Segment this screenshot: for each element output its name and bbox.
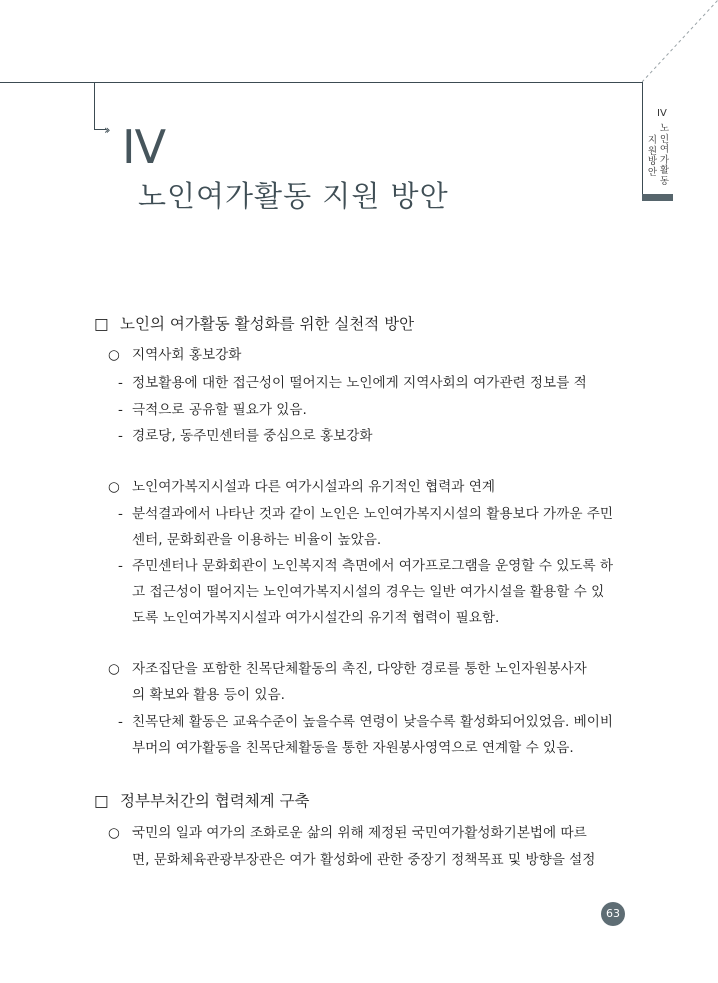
dash-bullet: - xyxy=(118,428,123,444)
side-tab-bar xyxy=(642,194,673,201)
dash-bullet: - xyxy=(118,714,123,730)
side-tab-numeral: IV xyxy=(657,108,667,119)
circle-bullet: ○ xyxy=(108,479,120,495)
dash-bullet: - xyxy=(118,375,123,391)
dash-text: 주민센터나 문화회관이 노인복지적 측면에서 여가프로그램을 운영할 수 있도록 하 xyxy=(132,558,614,574)
bullet-text: 국민의 일과 여가의 조화로운 삶의 위해 제정된 국민여가활성화기본법에 따르 xyxy=(132,825,587,841)
chapter-rule-vertical xyxy=(94,82,95,130)
bullet-text: 지역사회 홍보강화 xyxy=(132,347,242,363)
section-bullet: □ xyxy=(94,315,109,333)
page-number-badge: 63 xyxy=(601,902,625,926)
dash-text: 분석결과에서 나타난 것과 같이 노인은 노인여가복지시설의 활용보다 가까운 주민 xyxy=(132,506,614,522)
side-tab-title-col1: 노인여가활동 xyxy=(659,123,670,187)
dash-text-continued: 센터, 문화회관을 이용하는 비율이 높았음. xyxy=(132,532,382,548)
section-heading: 정부부처간의 협력체계 구축 xyxy=(120,792,310,810)
dash-text: 정보활용에 대한 접근성이 떨어지는 노인에게 지역사회의 여가관련 정보를 적 xyxy=(132,375,587,391)
double-chevron-icon: ›› xyxy=(104,123,108,137)
corner-diagonal-decoration xyxy=(642,0,718,82)
dash-text: 경로당, 동주민센터를 중심으로 홍보강화 xyxy=(132,428,373,444)
dash-bullet: - xyxy=(118,402,123,418)
circle-bullet: ○ xyxy=(108,661,120,677)
bullet-text-continued: 면, 문화체육관광부장관은 여가 활성화에 관한 중장기 정책목표 및 방향을 설정 xyxy=(132,852,596,868)
dash-text-continued: 도록 노인여가복지시설과 여가시설간의 유기적 협력이 필요함. xyxy=(132,610,500,626)
dash-bullet: - xyxy=(118,558,123,574)
chapter-title: 노인여가활동 지원 방안 xyxy=(138,179,449,213)
section-bullet: □ xyxy=(94,792,109,810)
dash-text: 친목단체 활동은 교육수준이 높을수록 연령이 낮을수록 활성화되어있었음. 베이비 xyxy=(132,714,614,730)
side-tab-rule xyxy=(642,82,643,200)
dash-text-continued: 부머의 여가활동을 친목단체활동을 통한 자원봉사영역으로 연계할 수 있음. xyxy=(132,740,574,756)
dash-bullet: - xyxy=(118,506,123,522)
circle-bullet: ○ xyxy=(108,347,120,363)
dash-text: 극적으로 공유할 필요가 있음. xyxy=(132,402,307,418)
header-rule xyxy=(0,82,642,83)
bullet-text-continued: 의 확보와 활용 등이 있음. xyxy=(132,687,285,703)
dash-text-continued: 고 접근성이 떨어지는 노인여가복지시설의 경우는 일반 여가시설을 활용할 수 있 xyxy=(132,584,605,600)
side-tab-title-col2: 지원 방안 xyxy=(647,135,658,178)
section-heading: 노인의 여가활동 활성화를 위한 실천적 방안 xyxy=(120,315,415,333)
circle-bullet: ○ xyxy=(108,825,120,841)
bullet-text: 노인여가복지시설과 다른 여가시설과의 유기적인 협력과 연계 xyxy=(132,479,496,495)
bullet-text: 자조집단을 포함한 친목단체활동의 촉진, 다양한 경로를 통한 노인자원봉사자 xyxy=(132,661,587,677)
chapter-numeral: IV xyxy=(122,120,166,174)
